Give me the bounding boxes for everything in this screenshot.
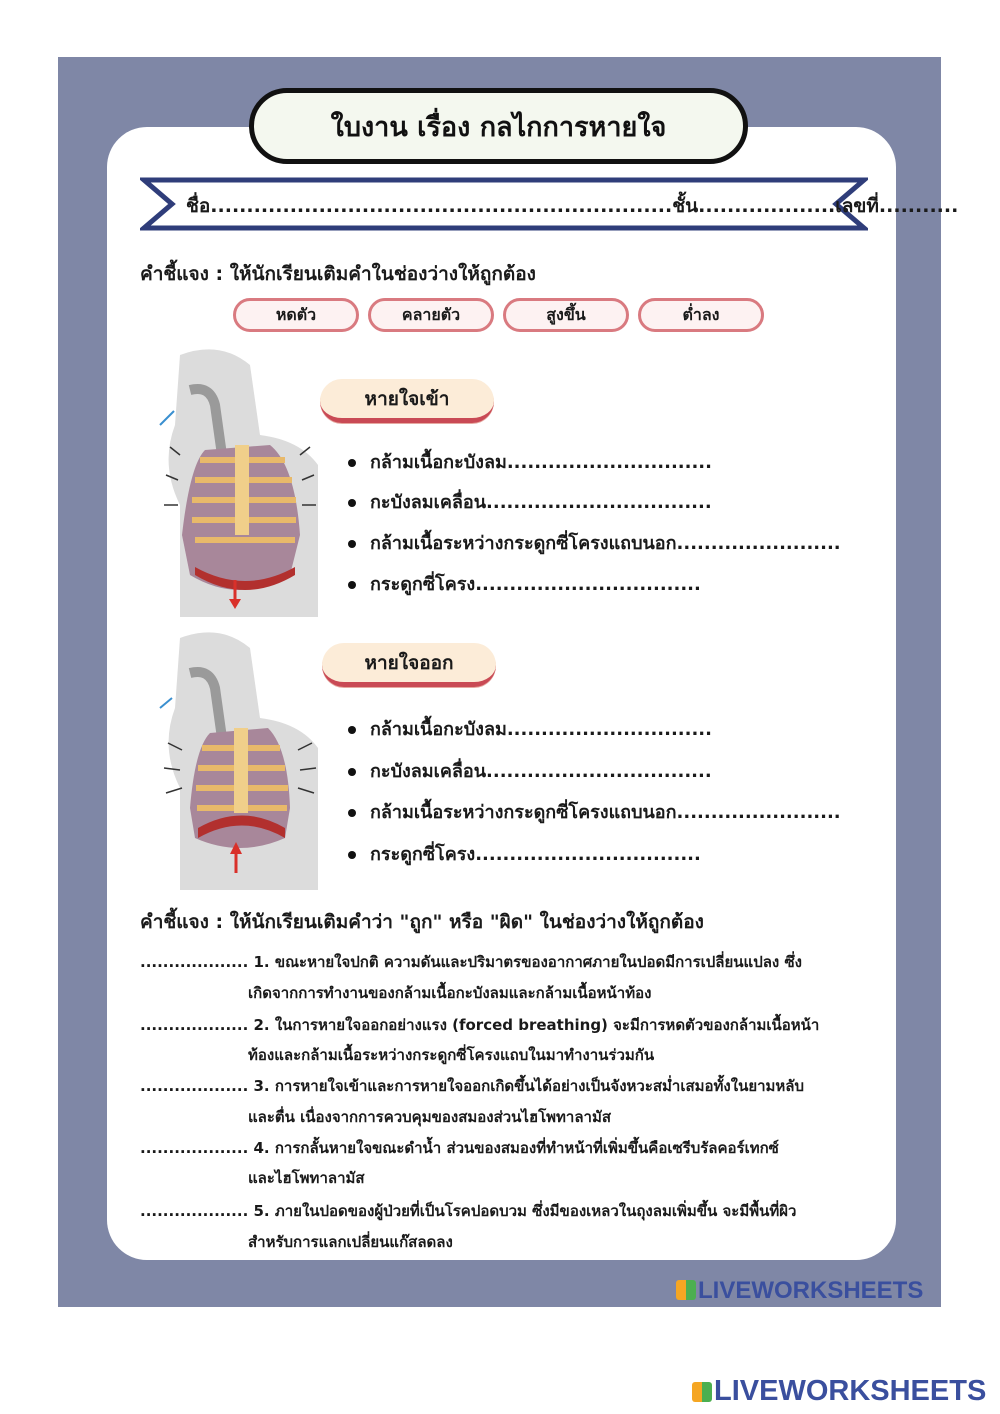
inhale-bullet[interactable] [348,487,712,516]
bullet-text: กล้ามเนื้อกะบังลม.............................. [370,719,712,740]
brand-logo-inner [676,1277,923,1305]
statement-2-cont: ท้องและกล้ามเนื้อระหว่างกระดูกซี่โครงแถบในมาทำงานร่วมกัน [248,1046,655,1064]
exhale-lungs-illustration [150,628,330,890]
inhale-label: หายใจเข้า [320,379,494,423]
statement-3[interactable]: ................... 3. การหายใจเข้าและการหายใจออกเกิดขึ้นได้อย่างเป็นจังหวะสม่ำเสมอทั้งในยามหลับ [140,1077,805,1095]
bullet-icon [348,726,356,734]
brand-mark-icon [692,1382,712,1402]
statement-5[interactable]: ................... 5. ภายในปอดของผู้ป่วยที่เป็นโรคปอดบวม ซึ่งมีของเหลวในถุงลมเพิ่มขึ้น จะมีพื้นที่ผิว [140,1202,797,1220]
exhale-label: หายใจออก [322,643,496,687]
word-bank-item: สูงขึ้น [503,298,629,332]
instruction-fill-words: คำชี้แจง : ให้นักเรียนเติมคำในช่องว่างให้ถูกต้อง [140,263,536,285]
statement-3-cont: และตื่น เนื่องจากการควบคุมของสมองส่วนไฮโพทาลามัส [248,1108,612,1126]
word-bank-item: คลายตัว [368,298,494,332]
student-info-line[interactable]: ชื่อ................................................................ชั้น...................เลขที่........... [186,195,959,217]
exhale-bullet[interactable] [348,839,701,868]
brand-logo-footer [692,1375,986,1408]
bullet-text: กล้ามเนื้อระหว่างกระดูกซี่โครงแถบนอก........................ [370,533,841,554]
bullet-text: กระดูกซี่โครง................................. [370,844,701,865]
brand-text: LIVEWORKSHEETS [698,1277,924,1304]
bullet-icon [348,499,356,507]
bullet-text: กล้ามเนื้อระหว่างกระดูกซี่โครงแถบนอก........................ [370,802,841,823]
inhale-bullet[interactable] [348,569,701,598]
bullet-icon [348,851,356,859]
bullet-icon [348,459,356,467]
instruction-true-false: คำชี้แจง : ให้นักเรียนเติมคำว่า "ถูก" หรือ "ผิด" ในช่องว่างให้ถูกต้อง [140,911,704,933]
inhale-bullet[interactable] [348,528,841,557]
exhale-bullet[interactable] [348,756,712,785]
statement-5-cont: สำหรับการแลกเปลี่ยนแก๊สลดลง [248,1233,453,1251]
inhale-bullet[interactable] [348,447,712,476]
statement-4[interactable]: ................... 4. การกลั้นหายใจขณะดำน้ำ ส่วนของสมองที่ทำหน้าที่เพิ่มขึ้นคือเซรีบรัลคอร์เทกซ์ [140,1139,779,1157]
worksheet-title: ใบงาน เรื่อง กลไกการหายใจ [249,88,748,164]
statement-1[interactable]: ................... 1. ขณะหายใจปกติ ความดันและปริมาตรของอากาศภายในปอดมีการเปลี่ยนแปลง ซึ่ง [140,953,802,971]
inhale-lungs-illustration [150,345,330,617]
statement-4-cont: และไฮโพทาลามัส [248,1169,365,1187]
brand-text: LIVEWORKSHEETS [714,1375,987,1407]
bullet-icon [348,581,356,589]
bullet-text: กล้ามเนื้อกะบังลม.............................. [370,452,712,473]
bullet-icon [348,768,356,776]
word-bank-item: หดตัว [233,298,359,332]
exhale-bullet[interactable] [348,714,712,743]
statement-1-cont: เกิดจากการทำงานของกล้ามเนื้อกะบังลมและกล้ามเนื้อหน้าท้อง [248,984,652,1002]
statement-2[interactable]: ................... 2. ในการหายใจออกอย่างแรง (forced breathing) จะมีการหดตัวของกล้ามเนื้อหน้า [140,1016,820,1034]
brand-mark-icon [676,1280,696,1300]
bullet-text: กะบังลมเคลื่อน................................. [370,761,712,782]
bullet-text: กะบังลมเคลื่อน................................. [370,492,712,513]
bullet-icon [348,540,356,548]
bullet-text: กระดูกซี่โครง................................. [370,574,701,595]
word-bank-item: ต่ำลง [638,298,764,332]
exhale-bullet[interactable] [348,797,841,826]
bullet-icon [348,809,356,817]
